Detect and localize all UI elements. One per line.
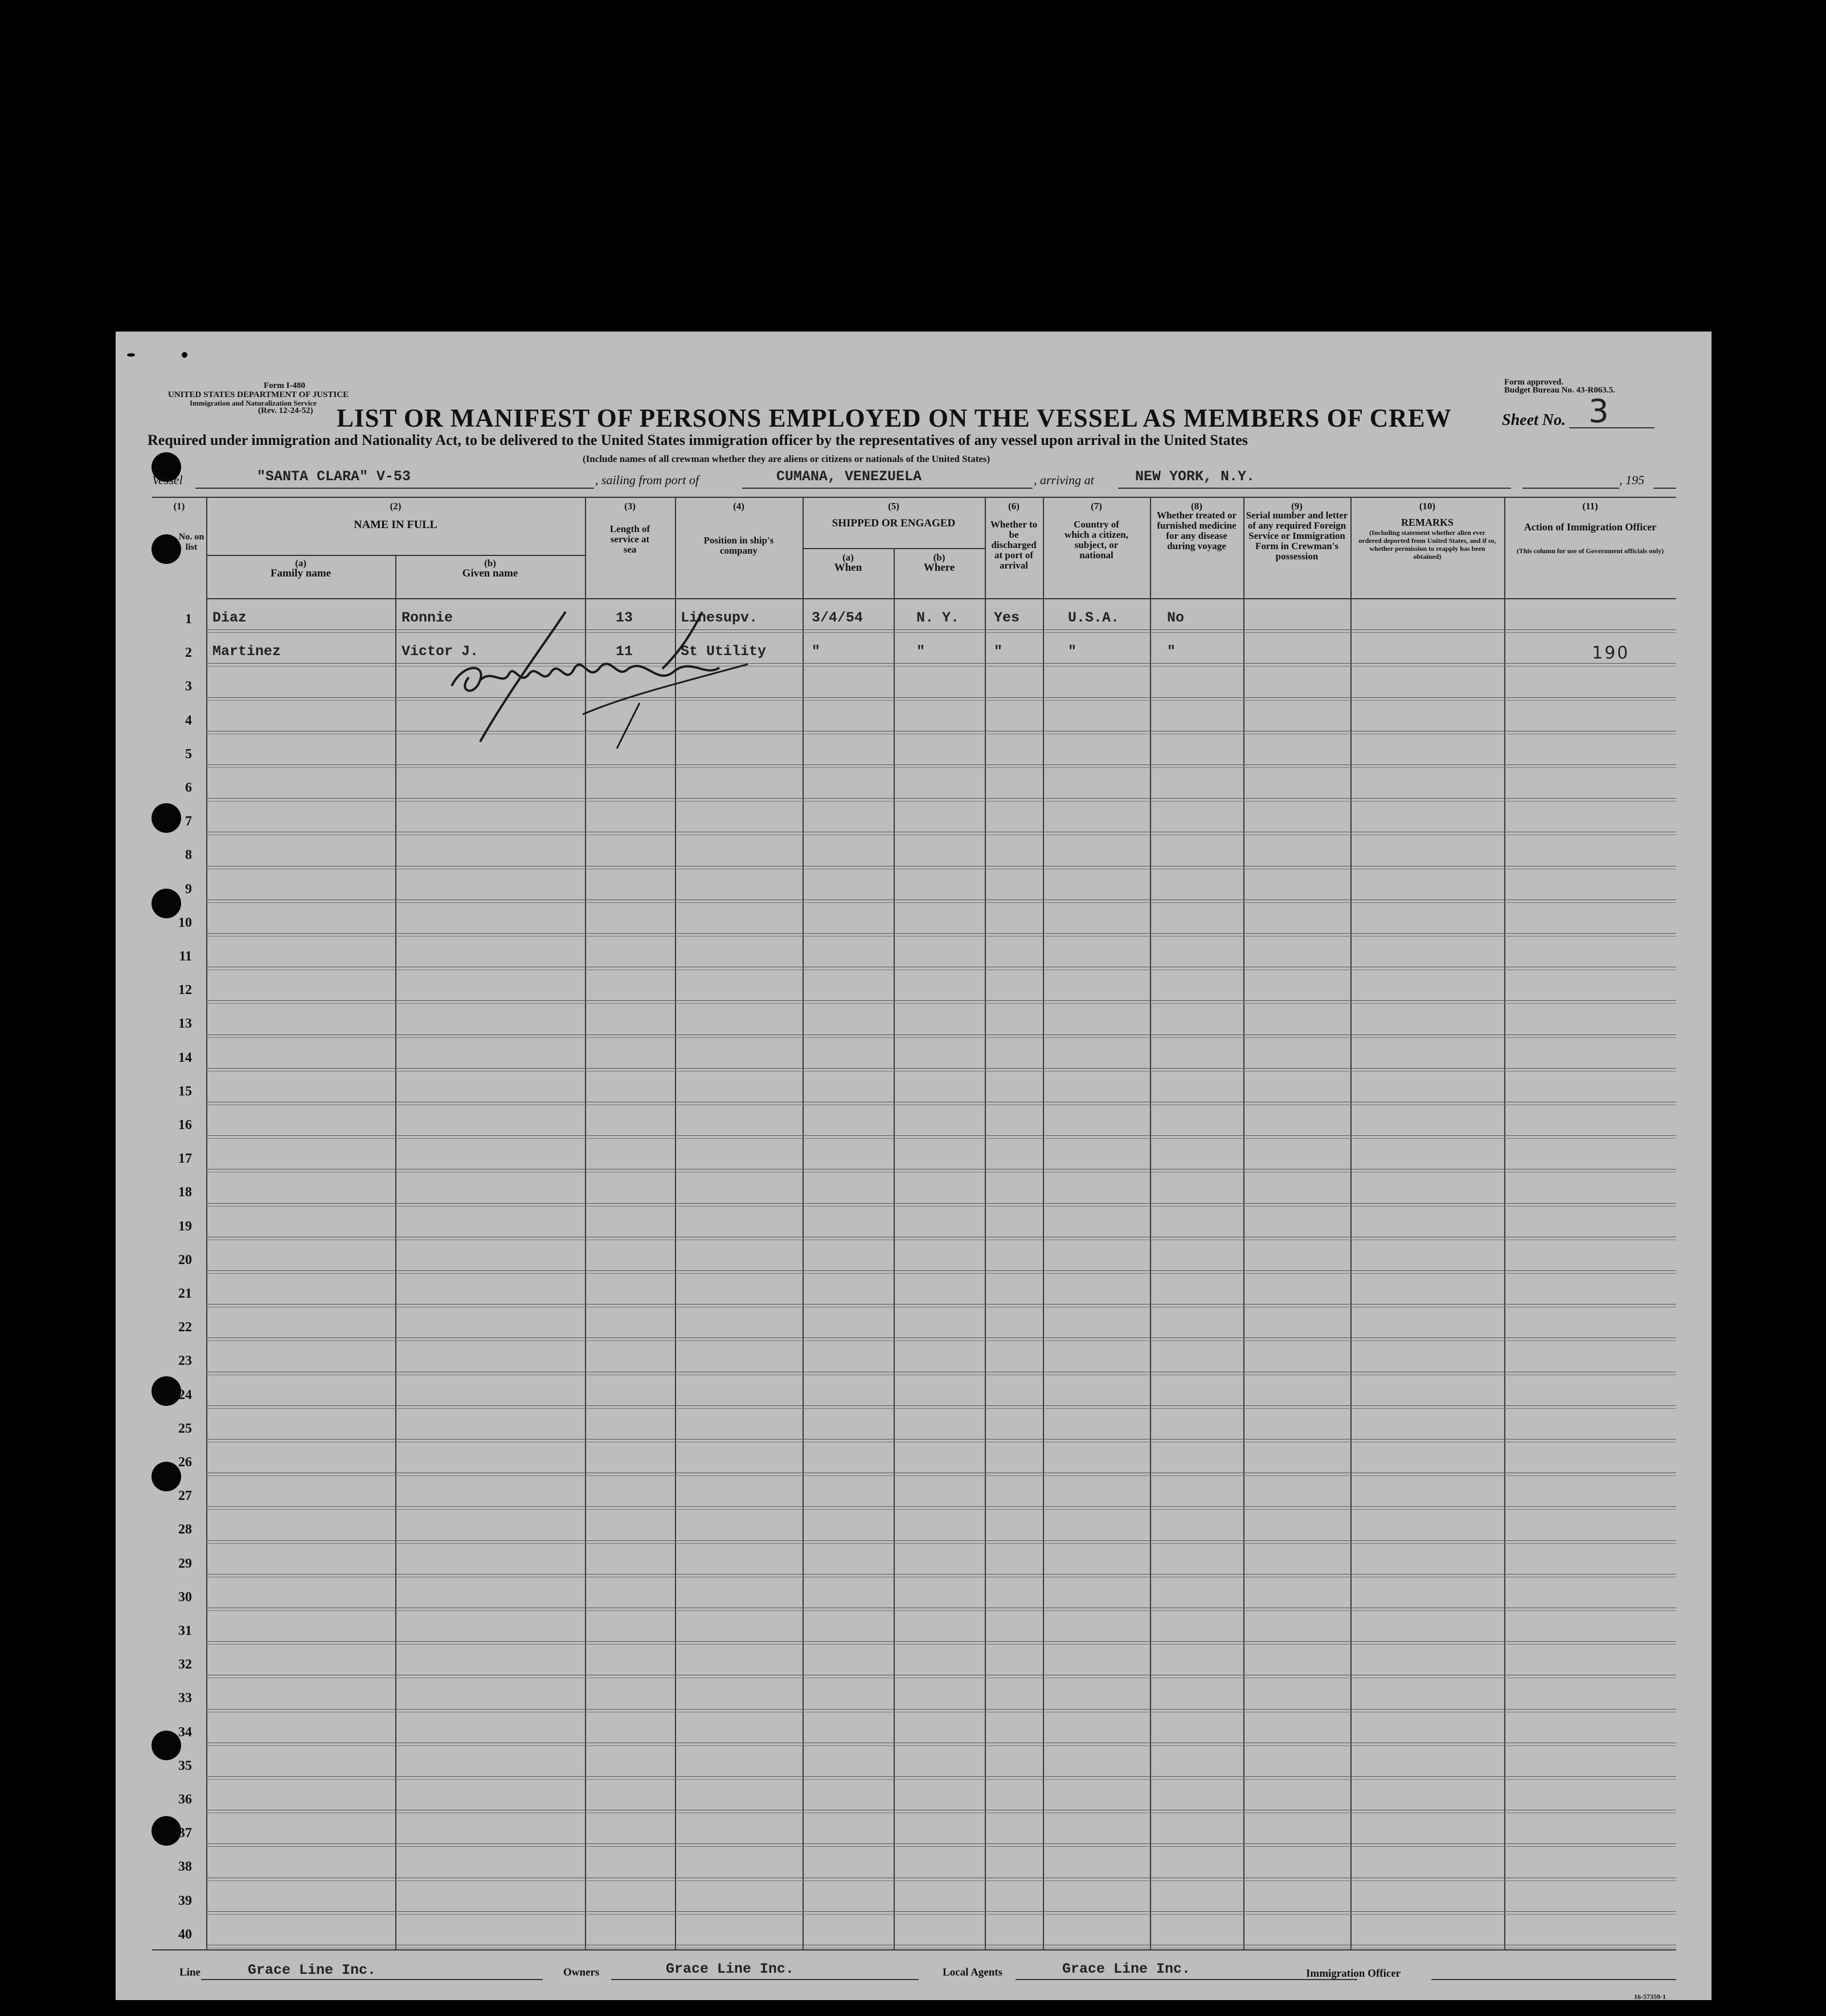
row-rule [206, 798, 1676, 799]
col7-header: Country of which a citizen, subject, or national [1065, 519, 1128, 561]
row-rule [206, 1506, 1676, 1507]
row-number: 31 [178, 1624, 192, 1638]
cell-discharge: Yes [994, 610, 1020, 626]
col3-number: (3) [624, 501, 636, 512]
column-divider [1243, 497, 1244, 1949]
row-rule [206, 936, 1676, 937]
row-rule [206, 1644, 1676, 1645]
row-rule [206, 1203, 1676, 1204]
arriving-label: , arriving at [1034, 473, 1094, 487]
row-number: 19 [178, 1218, 192, 1234]
col2b-number: (b) [484, 558, 496, 569]
row-number: 21 [178, 1286, 192, 1301]
row-number: 37 [178, 1826, 192, 1841]
line-underline [201, 1979, 543, 1980]
col5a-header: When [834, 562, 862, 574]
col8-header: Whether treated or furnished medicine for any disease during voyage [1156, 510, 1237, 551]
row-number: 18 [178, 1185, 192, 1200]
port-of-departure: CUMANA, VENEZUELA [776, 468, 922, 485]
col10-number: (10) [1419, 501, 1436, 512]
col11-note: (This column for use of Government officials only) [1516, 547, 1664, 555]
row-number: 34 [178, 1724, 192, 1740]
row-rule [206, 1304, 1676, 1305]
row-rule [206, 1270, 1676, 1271]
cell-when: " [812, 643, 821, 660]
row-rule [206, 1846, 1676, 1847]
row-rule [206, 1003, 1676, 1004]
col5-number: (5) [888, 501, 899, 512]
row-rule [206, 1779, 1676, 1780]
col2-number: (2) [390, 501, 402, 512]
col7-number: (7) [1091, 501, 1102, 512]
vessel-name: "SANTA CLARA" V-53 [257, 468, 411, 485]
row-number: 6 [185, 780, 192, 795]
row-rule [206, 1071, 1676, 1072]
form-number: Form I-480 [264, 381, 305, 390]
col5-header: SHIPPED OR ENGAGED [832, 517, 956, 529]
row-rule [206, 1439, 1676, 1440]
cell-given: Victor J. [402, 643, 479, 660]
row-number: 8 [185, 848, 192, 863]
column-divider [1504, 497, 1505, 1949]
row-rule [206, 1037, 1676, 1038]
header-bottom-border [206, 598, 1676, 599]
punch-hole [182, 352, 187, 358]
row-rule [206, 764, 1676, 765]
col5b-header: Where [923, 562, 955, 574]
row-number: 24 [178, 1387, 192, 1402]
col6-number: (6) [1008, 501, 1020, 512]
cell-where: " [916, 643, 926, 660]
row-rule [206, 1641, 1676, 1642]
row-number: 10 [178, 915, 192, 930]
row-number: 40 [178, 1927, 192, 1942]
row-number: 26 [178, 1455, 192, 1470]
cell-position: Linesupv. [681, 610, 758, 626]
row-rule [206, 1843, 1676, 1844]
col9-header: Serial number and letter of any required Foreign Service or Immigration Form in Crewman's possession [1246, 510, 1348, 562]
row-number: 22 [178, 1320, 192, 1335]
row-rule [206, 933, 1676, 934]
column-divider [803, 497, 804, 1949]
row-number: 35 [178, 1758, 192, 1773]
row-rule [206, 1273, 1676, 1274]
row-rule [206, 1408, 1676, 1409]
col2-header: NAME IN FULL [354, 518, 437, 531]
row-number: 9 [185, 881, 192, 897]
agents-value: Grace Line Inc. [1062, 1961, 1191, 1977]
port-from-underline [742, 488, 1033, 489]
row-rule [206, 1776, 1676, 1777]
row-number: 1 [185, 612, 192, 627]
row-number: 36 [178, 1792, 192, 1807]
row-rule [206, 1068, 1676, 1069]
col11-number: (11) [1582, 501, 1598, 512]
name-subheader-divider [206, 555, 585, 556]
col1-number: (1) [173, 501, 185, 512]
col4-header: Position in ship's company [703, 535, 774, 556]
service-line: Immigration and Naturalization Service [190, 399, 317, 407]
row-number: 38 [178, 1859, 192, 1875]
row-rule [206, 1475, 1676, 1476]
budget-bureau-line: Budget Bureau No. 43-R063.5. [1504, 386, 1615, 395]
line-value: Grace Line Inc. [248, 1962, 376, 1978]
owners-value: Grace Line Inc. [666, 1961, 795, 1977]
col11-header: Action of Immigration Officer [1524, 521, 1657, 533]
immigration-officer-label: Immigration Officer [1306, 1968, 1401, 1980]
column-divider [1150, 497, 1151, 1949]
row-number: 14 [178, 1050, 192, 1065]
line-label: Line [179, 1966, 200, 1978]
port-to-underline [1118, 488, 1511, 489]
cell-medicine: No [1167, 610, 1185, 626]
form-subtitle-note: (Include names of all crewman whether they are aliens or citizens or nationals of the United States) [583, 453, 990, 464]
manifest-sheet [116, 332, 1712, 2000]
row-number: 4 [185, 713, 192, 728]
form-title: LIST OR MANIFEST OF PERSONS EMPLOYED ON THE VESSEL AS MEMBERS OF CREW [337, 404, 1452, 432]
row-rule [206, 899, 1676, 900]
sheet-number: 3 [1588, 393, 1609, 430]
cell-position: St Utility [681, 643, 767, 660]
officer-underline [1431, 1979, 1676, 1980]
row-number: 25 [178, 1421, 192, 1436]
column-divider [985, 497, 986, 1949]
row-number: 33 [178, 1691, 192, 1706]
cell-given: Ronnie [402, 610, 453, 626]
table-bottom-border [152, 1949, 1676, 1950]
cell-family: Diaz [212, 610, 247, 626]
column-divider [206, 497, 207, 1949]
year-label: , 195 [1619, 473, 1644, 487]
cell-discharge: " [994, 643, 1003, 660]
approval-line: Form approved. [1504, 378, 1563, 387]
owners-label: Owners [563, 1966, 600, 1978]
date-underline [1522, 488, 1619, 489]
footer-code: 16-57359-1 [1634, 1993, 1666, 2001]
cell-country: U.S.A. [1068, 610, 1120, 626]
row-rule [206, 1340, 1676, 1341]
row-number: 27 [178, 1489, 192, 1504]
col6-header: Whether to be discharged at port of arrival [990, 519, 1038, 571]
vessel-label: Vessel [152, 473, 183, 487]
row-rule [206, 902, 1676, 903]
row-number: 12 [178, 983, 192, 998]
row-rule [206, 1034, 1676, 1035]
col9-number: (9) [1291, 501, 1303, 512]
vessel-underline [195, 488, 594, 489]
col2a-header: Family name [270, 567, 331, 579]
column-divider [894, 548, 895, 1949]
row-number: 13 [178, 1016, 192, 1032]
column-divider [1350, 497, 1352, 1949]
col2b-header: Given name [462, 567, 518, 579]
handwritten-signature [395, 600, 759, 760]
form-subtitle: Required under immigration and Nationality Act, to be delivered to the United States immigration officer by the representatives of any vessel upon arrival in the United States [148, 432, 1248, 448]
owners-underline [611, 1979, 919, 1980]
column-divider [1043, 497, 1044, 1949]
row-rule [206, 767, 1676, 768]
cell-family: Martinez [212, 643, 281, 660]
row-number: 3 [185, 679, 192, 694]
row-rule [206, 1509, 1676, 1510]
row-rule [206, 1540, 1676, 1541]
row-number: 2 [185, 645, 192, 661]
row-rule [206, 1610, 1676, 1611]
row-number: 30 [178, 1589, 192, 1605]
row-rule [206, 1880, 1676, 1881]
cell-service: 13 [616, 610, 633, 626]
col10-header: REMARKS [1401, 517, 1454, 528]
row-number: 39 [178, 1893, 192, 1908]
row-number: 17 [178, 1151, 192, 1167]
sailing-label: , sailing from port of [595, 473, 699, 487]
cell-where: N. Y. [916, 610, 960, 626]
col10-note: (Including statement whether alien ever ordered deported from United States, and if so, whether permission to reapply has been obtained) [1358, 529, 1496, 561]
cell-action: 190 [1592, 643, 1630, 664]
cell-medicine: " [1167, 643, 1176, 660]
cell-country: " [1068, 643, 1077, 660]
row-rule [206, 1405, 1676, 1406]
row-rule [206, 1135, 1676, 1136]
department-line: UNITED STATES DEPARTMENT OF JUSTICE [168, 390, 349, 399]
row-rule [206, 1000, 1676, 1001]
col5b-number: (b) [933, 552, 945, 563]
punch-hole [127, 353, 135, 357]
table-top-border [152, 497, 1676, 498]
col2a-number: (a) [295, 558, 306, 569]
col8-number: (8) [1191, 501, 1202, 512]
row-rule [206, 1911, 1676, 1912]
row-number: 16 [178, 1118, 192, 1132]
shipped-subheader-divider [803, 548, 985, 549]
sheet-label: Sheet No. [1502, 411, 1566, 429]
row-rule [206, 1138, 1676, 1139]
row-number: 15 [178, 1083, 192, 1099]
year-underline [1653, 488, 1676, 489]
agents-label: Local Agents [943, 1966, 1003, 1978]
row-number: 5 [185, 746, 192, 762]
cell-service: 11 [616, 643, 633, 660]
row-number: 20 [178, 1252, 192, 1267]
row-rule [206, 1574, 1676, 1575]
col5a-number: (a) [842, 552, 854, 563]
row-number: 29 [178, 1556, 192, 1571]
row-number: 11 [179, 949, 192, 964]
row-rule [206, 1543, 1676, 1544]
col3-header: Length of service at sea [609, 524, 650, 555]
row-rule [206, 801, 1676, 802]
row-number: 28 [178, 1522, 192, 1537]
port-of-arrival: NEW YORK, N.Y. [1135, 468, 1255, 485]
row-rule [206, 1745, 1676, 1746]
row-number: 32 [178, 1657, 192, 1672]
row-number: 23 [178, 1353, 192, 1369]
col4-number: (4) [733, 501, 744, 512]
revision-line: (Rev. 12-24-52) [258, 406, 313, 415]
row-rule [206, 1206, 1676, 1207]
row-rule [206, 1709, 1676, 1710]
row-rule [206, 1914, 1676, 1915]
sheet-underline [1569, 427, 1655, 428]
row-number: 7 [185, 814, 192, 829]
col1-header: No. on list [178, 532, 204, 552]
cell-when: 3/4/54 [812, 610, 863, 626]
